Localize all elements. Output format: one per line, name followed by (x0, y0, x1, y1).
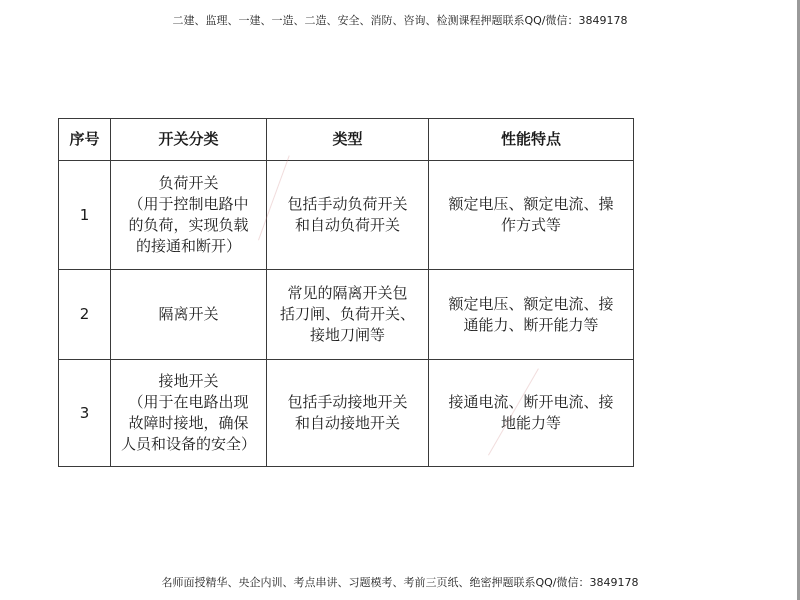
cell-line: 隔离开关 (158, 305, 219, 323)
header-no: 序号 (59, 119, 111, 161)
cell-type (267, 270, 429, 360)
cell-line: 额定电压、额定电流、接 (448, 294, 614, 313)
header-contact-text: 二建、监理、一建、一造、二造、安全、消防、咨询、检测课程押题联系QQ/微信：3849178 (172, 14, 628, 27)
table-row (59, 270, 634, 360)
cell-line: 地能力等 (500, 414, 561, 432)
cell-line: （用于控制电路中 (128, 195, 249, 213)
cell-line: 常见的隔离开关包 (287, 284, 408, 302)
cell-line: （用于在电路出现 (128, 393, 249, 411)
cell-features (429, 360, 634, 467)
cell-line: 括刀闸、负荷开关、 (279, 305, 415, 323)
cell-line: 通能力、断开能力等 (463, 315, 599, 334)
cell-category (111, 161, 267, 270)
table-header-row (59, 119, 634, 161)
cell-category (111, 360, 267, 467)
cell-line: 作方式等 (500, 216, 561, 234)
cell-line: 的负荷，实现负载 (128, 216, 249, 234)
cell-no: 3 (59, 360, 111, 467)
cell-line: 和自动负荷开关 (294, 216, 400, 234)
cell-type (267, 360, 429, 467)
cell-line: 故障时接地，确保 (128, 414, 249, 432)
footer-contact-text: 名师面授精华、央企内训、考点串讲、习题模考、考前三页纸、绝密押题联系QQ/微信：3849178 (161, 576, 639, 589)
table-row (59, 161, 634, 270)
cell-line: 包括手动接地开关 (287, 393, 408, 411)
header-type: 类型 (267, 119, 429, 161)
header-category: 开关分类 (111, 119, 267, 161)
cell-type (267, 161, 429, 270)
cell-line: 接地开关 (158, 372, 219, 390)
switch-classification-table (58, 118, 634, 467)
cell-line: 和自动接地开关 (294, 414, 400, 432)
cell-line: 额定电压、额定电流、操 (448, 195, 614, 213)
cell-line: 人员和设备的安全） (120, 435, 256, 453)
cell-no: 2 (59, 270, 111, 360)
cell-line: 包括手动负荷开关 (287, 195, 408, 213)
cell-line: 接通电流、断开电流、接 (448, 393, 614, 411)
header-features: 性能特点 (429, 119, 634, 161)
cell-line: 接地刀闸等 (309, 326, 385, 344)
cell-features (429, 161, 634, 270)
cell-line: 负荷开关 (158, 174, 219, 192)
table-row (59, 360, 634, 467)
cell-no: 1 (59, 161, 111, 270)
cell-features (429, 270, 634, 360)
cell-line: 的接通和断开） (135, 237, 241, 255)
cell-category (111, 270, 267, 360)
